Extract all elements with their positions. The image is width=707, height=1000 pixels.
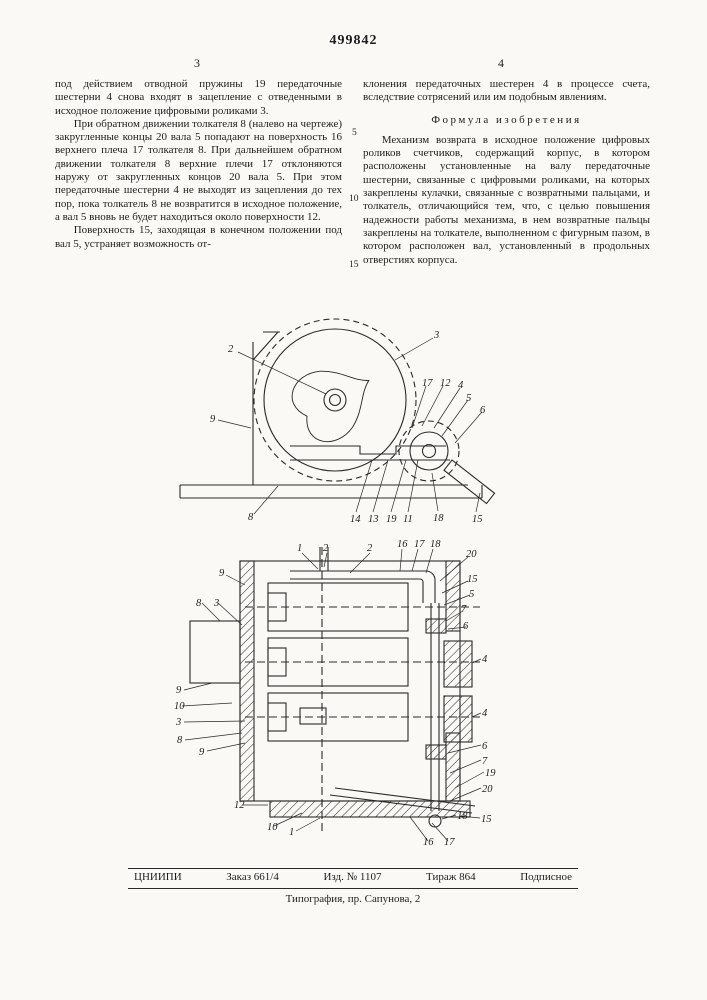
figure-callout: 9 [219,568,225,579]
figure-callout: 10 [267,822,278,833]
figure-callout: 9 [176,685,182,696]
figure-callout: 9 [199,747,205,758]
figure-callout: 2 [367,543,373,554]
figure-callout: 16 [423,837,434,848]
printer-line: Типография, пр. Сапунова, 2 [285,893,421,905]
figure-1-side-view [150,308,550,538]
imprint-order: Заказ 661/4 [226,871,279,883]
imprint-subscription: Подписное [520,871,572,883]
right-paragraphs-top [363,78,650,105]
formula-heading: Формула изобретения [431,113,582,126]
figure-callout: 3 [434,330,440,341]
figure-callout: 18 [457,811,468,822]
figure-callout: 2 [228,344,234,355]
figure-callout: 17 [414,539,425,550]
column-number-right: 4 [498,56,504,70]
figure-callout: 13 [368,514,379,525]
footer-rule-bottom [128,888,578,889]
figure-callout: 17 [422,378,433,389]
figure-callout: 19 [485,768,496,779]
footer-rule-top [128,868,578,869]
figure-callout: 15 [472,514,483,525]
figure-callout: 14 [350,514,361,525]
paragraph: При обратном движении толкателя 8 (налево на чертеже) закругленные концы 20 вала 5 попадают на поверхность 16 верхнего плеча 17 толкателя 8. При дальнейшем обратном движении толкателя 8 верхние плечи 17 отклоняются наружу от закругленных концов 20 вала 5. При этом передаточные шестерни 4 не выходят из зацепления до тех пор, пока толкатель 8 не возвратится в исходное положение, а вал 5 вновь не будет находиться около поверхности 12. [55,117,342,223]
figure-callout: 10 [174,701,185,712]
imprint-tirazh: Тираж 864 [426,871,476,883]
figure-callout: 11 [403,514,413,525]
figure-2-section-view [150,533,550,868]
figure-callout: 8 [177,735,183,746]
figure-callout: 15 [481,814,492,825]
figure-callout: 15 [467,574,478,585]
text-column-left [55,78,342,251]
figure-callout: 18 [430,539,441,550]
figure-callout: 16 [397,539,408,550]
imprint-izd: Изд. № 1107 [323,871,382,883]
column-number-left: 3 [194,56,200,70]
figure-callout: 4 [482,654,488,665]
paragraph: клонения передаточных шестерен 4 в процессе счета, вследствие сотрясений или им подобным явлениям. [363,78,650,104]
figure-callout: 1 [297,543,303,554]
figure-callout: 2 [323,543,329,554]
left-paragraphs [55,78,342,251]
figure-callout: 5 [469,589,475,600]
gutter-line-number-10: 10 [349,194,359,204]
figure-callout: 20 [466,549,477,560]
figure-callout: 8 [196,598,202,609]
figure-callout: 19 [386,514,397,525]
paragraph: под действием отводной пружины 19 передаточные шестерни 4 снова входят в зацепление с отведенными в исходное положение цифровыми роликами 3. [55,78,342,117]
figure-callout: 6 [480,405,486,416]
imprint-org: ЦНИИПИ [134,871,182,883]
figure-callout: 18 [433,513,444,524]
patent-number: 499842 [329,33,378,48]
figure-callout: 20 [482,784,493,795]
figure-callout: 8 [248,512,254,523]
figure-callout: 12 [440,378,451,389]
gutter-line-number-15: 15 [349,260,359,270]
gutter-line-number-5: 5 [352,128,357,138]
paragraph: Механизм возврата в исходное положение цифровых роликов счетчиков, содержащий корпус, в котором расположены установленные на валу передаточные шестерни, связанные с цифровыми роликами, на которых закреплены кулачки, связанные с возвратными пальцами, и толкатель, отличающийся тем, что, с целью повышения надежности работы механизма, в нем возвратные пальцы закреплены на толкателе, выполненном с фигурным пазом, в котором расположен вал, установленный в продольных отверстиях корпуса. [363,133,650,266]
text-column-right [363,78,650,267]
figure-callout: 4 [482,708,488,719]
paragraph: Поверхность 15, заходящая в конечном положении под вал 5, устраняет возможность от- [55,224,342,250]
figure-callout: 7 [461,604,467,615]
figure-callout: 17 [444,837,455,848]
imprint-row [128,871,578,883]
figure-callout: 6 [482,741,488,752]
figure-callout: 3 [214,598,220,609]
figure-callout: 9 [210,414,216,425]
figure-callout: 3 [176,717,182,728]
figure-callout: 4 [458,380,464,391]
figure-callout: 7 [482,756,488,767]
figure-callout: 6 [463,621,469,632]
figure-callout: 12 [234,800,245,811]
right-paragraphs-formula [363,134,650,267]
figure-callout: 5 [466,393,472,404]
figure-callout: 1 [289,827,295,838]
